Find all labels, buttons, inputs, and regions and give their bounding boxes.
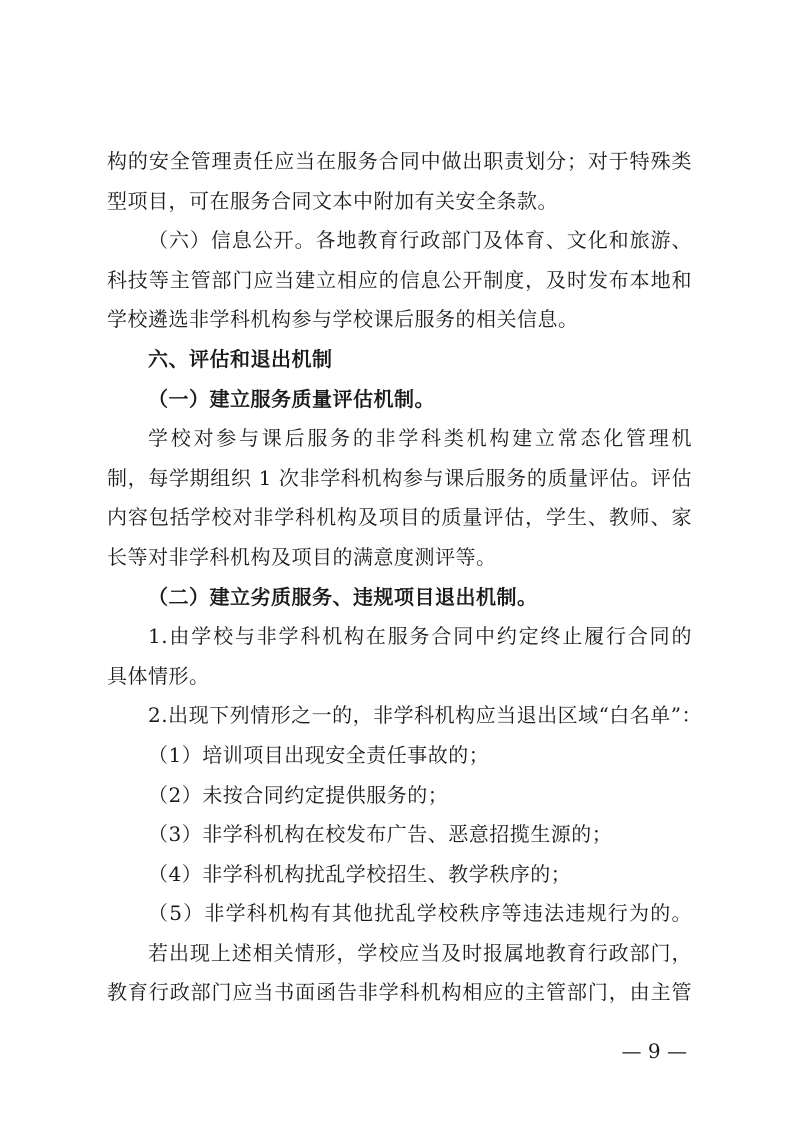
list-item: （1）培训项目出现安全责任事故的； bbox=[148, 742, 490, 767]
document-body bbox=[107, 142, 703, 1013]
body-line: 具体情形。 bbox=[107, 663, 210, 688]
body-line: 1.由学校与非学科机构在服务合同中约定终止履行合同的 bbox=[148, 624, 692, 649]
subsection-heading: （一）建立服务质量评估机制。 bbox=[148, 386, 435, 411]
subsection-heading: （二）建立劣质服务、违规项目退出机制。 bbox=[148, 584, 538, 609]
body-line: 科技等主管部门应当建立相应的信息公开制度，及时发布本地和 bbox=[107, 267, 692, 292]
list-item: （5）非学科机构有其他扰乱学校秩序等违法违规行为的。 bbox=[148, 901, 692, 926]
body-line: 学校遴选非学科机构参与学校课后服务的相关信息。 bbox=[107, 307, 579, 332]
body-line: 学校对参与课后服务的非学科类机构建立常态化管理机 bbox=[148, 426, 692, 451]
page-number: — 9 — bbox=[621, 1039, 687, 1063]
body-line: 长等对非学科机构及项目的满意度测评等。 bbox=[107, 544, 497, 569]
body-line: 教育行政部门应当书面函告非学科机构相应的主管部门，由主管 bbox=[107, 980, 692, 1005]
list-item: （2）未按合同约定提供服务的； bbox=[148, 782, 449, 807]
body-line: 型项目，可在服务合同文本中附加有关安全条款。 bbox=[107, 188, 558, 213]
body-line: 2.出现下列情形之一的，非学科机构应当退出区域“白名单”： bbox=[148, 703, 703, 728]
list-item: （3）非学科机构在校发布广告、恶意招揽生源的； bbox=[148, 822, 613, 847]
body-line: 若出现上述相关情形，学校应当及时报属地教育行政部门， bbox=[148, 940, 692, 965]
body-line: 内容包括学校对非学科机构及项目的质量评估，学生、教师、家 bbox=[107, 505, 692, 530]
section-heading: 六、评估和退出机制 bbox=[148, 346, 333, 371]
list-item: （4）非学科机构扰乱学校招生、教学秩序的； bbox=[148, 861, 572, 886]
body-line: 构的安全管理责任应当在服务合同中做出职责划分；对于特殊类 bbox=[107, 149, 692, 173]
body-line: （六）信息公开。各地教育行政部门及体育、文化和旅游、 bbox=[148, 228, 692, 253]
body-line: 制，每学期组织 1 次非学科机构参与课后服务的质量评估。评估 bbox=[107, 465, 692, 490]
